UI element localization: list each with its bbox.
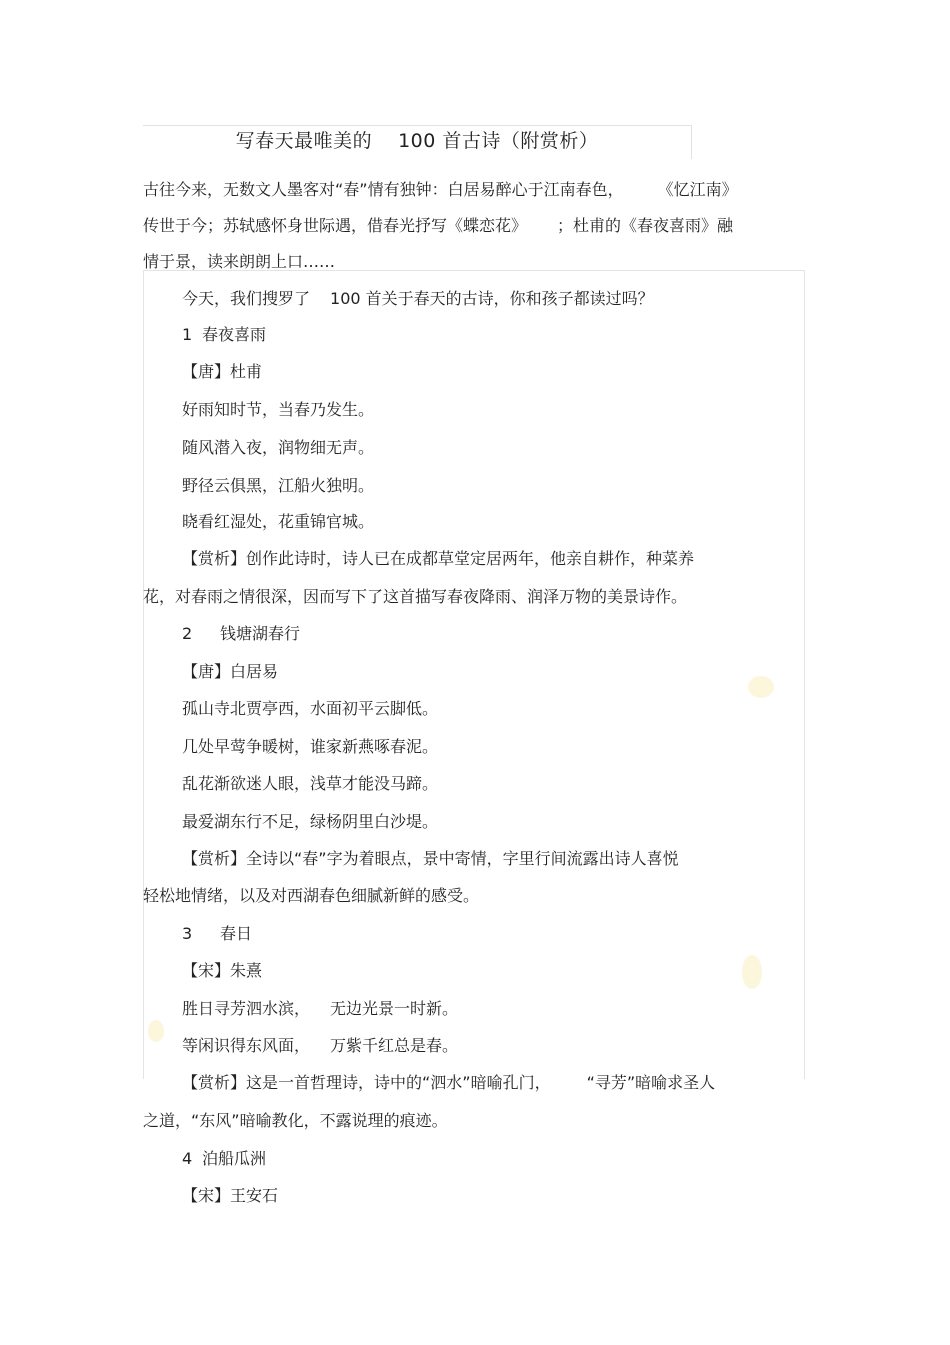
lead-paragraph xyxy=(182,287,654,311)
intro-text: 情于景，读来朗朗上口…… xyxy=(143,252,336,271)
lead-text: 首关于春天的古诗，你和孩子都读过吗？ xyxy=(365,289,654,308)
poem-heading xyxy=(182,323,266,347)
poem-author: 【宋】王安石 xyxy=(182,1186,279,1205)
poem-line-half: 胜日寻芳泗水滨， xyxy=(182,999,311,1018)
poem-note: 之道，“东风”暗喻教化，不露说理的痕迹。 xyxy=(143,1111,448,1130)
poem-number: 1 xyxy=(182,325,193,344)
poem-title: 钱塘湖春行 xyxy=(220,624,301,643)
poem-number: 2 xyxy=(182,624,193,643)
poem-line: 几处早莺争暖树，谁家新燕啄春泥。 xyxy=(182,737,439,756)
intro-text: ；杜甫的《春夜喜雨》融 xyxy=(557,216,734,235)
title-suffix: 首古诗（附赏析） xyxy=(442,130,599,152)
lead-number: 100 xyxy=(330,289,361,308)
poem-line: 晓看红湿处，花重锦官城。 xyxy=(182,512,375,531)
poem-heading xyxy=(182,922,252,946)
poem-line-half: 万紫千红总是春。 xyxy=(330,1036,459,1055)
poem-note: 花，对春雨之情很深，因而写下了这首描写春夜降雨、润泽万物的美景诗作。 xyxy=(143,587,688,606)
poem-note-text: “寻芳”暗喻求圣人 xyxy=(586,1073,716,1092)
poem-heading xyxy=(182,1147,266,1171)
poem-line: 乱花渐欲迷人眼，浅草才能没马蹄。 xyxy=(182,774,439,793)
intro-text: 《忆江南》 xyxy=(657,180,738,199)
poem-line: 好雨知时节，当春乃发生。 xyxy=(182,400,375,419)
poem-number: 3 xyxy=(182,924,193,943)
poem-line xyxy=(182,1034,458,1058)
intro-text: 古往今来，无数文人墨客对“春”情有独钟：白居易醉心于江南春色， xyxy=(143,180,624,199)
title-prefix: 写春天最唯美的 xyxy=(235,130,373,152)
intro-text: 传世于今；苏轼感怀身世际遇，借春光抒写《蝶恋花》 xyxy=(143,216,528,235)
intro-paragraph xyxy=(143,172,805,280)
poem-line xyxy=(182,997,458,1021)
poem-note: 轻松地情绪，以及对西湖春色细腻新鲜的感受。 xyxy=(143,886,480,905)
title-number: 100 xyxy=(398,130,436,152)
lead-text: 今天，我们搜罗了 xyxy=(182,289,311,308)
poem-line-half: 等闲识得东风面， xyxy=(182,1036,311,1055)
poem-author: 【宋】朱熹 xyxy=(182,961,263,980)
poem-note: 【赏析】全诗以“春”字为着眼点，景中寄情，字里行间流露出诗人喜悦 xyxy=(182,849,679,868)
poem-note: 【赏析】创作此诗时，诗人已在成都草堂定居两年，他亲自耕作，种菜养 xyxy=(182,549,695,568)
poem-line: 最爱湖东行不足，绿杨阴里白沙堤。 xyxy=(182,812,439,831)
poem-title: 泊船瓜洲 xyxy=(202,1149,267,1168)
poem-line: 随风潜入夜，润物细无声。 xyxy=(182,438,375,457)
poem-title: 春夜喜雨 xyxy=(202,325,267,344)
poem-number: 4 xyxy=(182,1149,193,1168)
poem-heading xyxy=(182,622,300,646)
poem-note-text: 【赏析】这是一首哲理诗，诗中的“泗水”暗喻孔门， xyxy=(182,1073,551,1092)
poem-title: 春日 xyxy=(220,924,253,943)
poem-line: 孤山寺北贾亭西，水面初平云脚低。 xyxy=(182,699,439,718)
poem-note xyxy=(182,1071,715,1095)
poem-line: 野径云俱黑，江船火独明。 xyxy=(182,476,375,495)
poem-author: 【唐】杜甫 xyxy=(182,362,263,381)
poem-author: 【唐】白居易 xyxy=(182,662,279,681)
page-title xyxy=(143,126,691,156)
poem-line-half: 无边光景一时新。 xyxy=(330,999,459,1018)
